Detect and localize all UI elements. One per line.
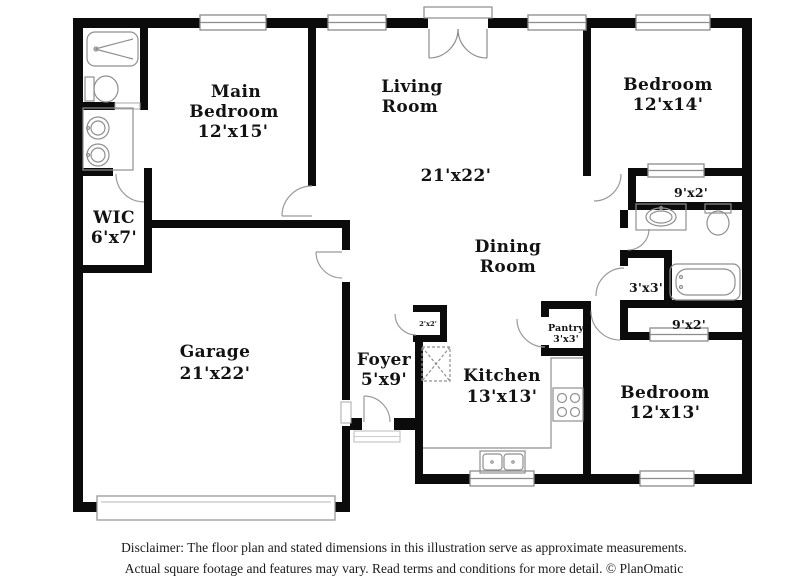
door-foyer-exterior — [364, 396, 390, 422]
label-closet-bottom-right: 9'x2' — [671, 317, 707, 332]
door-wic — [116, 174, 144, 202]
front-entry-door — [424, 7, 492, 58]
label-closet-linen: 3'x3' — [628, 280, 664, 295]
label-closet-top-right: 9'x2' — [673, 185, 709, 200]
kitchen-sink-fixture — [480, 451, 525, 473]
garage-door — [97, 496, 335, 520]
wall-bath2-north — [628, 202, 752, 210]
wall-bath-east — [140, 28, 148, 110]
wall-wic-north — [83, 168, 113, 176]
door-bedroom3 — [591, 311, 620, 340]
wall-main-bedroom-east — [308, 18, 316, 186]
window-main-bedroom — [200, 15, 266, 30]
label-kitchen-1: Kitchen — [463, 366, 541, 386]
label-foyer-dims: 5'x9' — [360, 370, 408, 390]
wall-linen-east — [664, 250, 672, 308]
wall-bath2-west — [620, 210, 628, 228]
room-labels — [91, 75, 713, 423]
wall-foyer-closet-south — [413, 335, 447, 342]
disclaimer-line-1: Disclaimer: The floor plan and stated dimensions in this illustration serve as approximate measurements. — [121, 540, 687, 555]
wall-bedroom2-west — [583, 18, 591, 176]
label-wic-dims: 6'x7' — [90, 228, 138, 248]
door-living-garage — [316, 252, 342, 278]
shower-fixture — [87, 32, 138, 66]
wall-garage-east-a — [342, 228, 350, 250]
wall-bedroom3-west — [583, 303, 591, 474]
disclaimer — [121, 540, 687, 576]
label-closet-foyer: 2'x2' — [419, 320, 437, 328]
door-foyer-closet — [395, 314, 416, 335]
wall-exterior-right — [742, 18, 752, 484]
disclaimer-line-2: Actual square footage and features may vary. Read terms and conditions for more detail. © PlanOmatic — [124, 561, 684, 576]
wall-garage-east-b — [342, 282, 350, 400]
door-pantry — [517, 319, 545, 347]
thresholds — [115, 103, 400, 442]
wall-exterior-bottom — [415, 474, 752, 484]
wall-foyer-south-left — [350, 418, 362, 430]
wall-linen-west — [620, 250, 628, 266]
label-dining-1: Dining — [474, 237, 542, 257]
window-bedroom3 — [640, 471, 694, 486]
wall-pantry-west-a — [541, 301, 549, 317]
label-living-room-dims: 21'x22' — [420, 166, 492, 186]
label-bedroom3-1: Bedroom — [620, 383, 710, 403]
wall-foyer-south-right — [394, 418, 415, 430]
label-kitchen-dims: 13'x13' — [466, 387, 538, 407]
wall-bedroom2-corner — [583, 168, 591, 176]
door-linen-closet — [596, 268, 624, 296]
label-main-bedroom-1: Main — [210, 82, 262, 102]
bathtub-fixture — [670, 264, 740, 300]
toilet-main-fixture — [85, 76, 118, 102]
label-wic-1: WIC — [93, 208, 135, 228]
door-bathroom2 — [628, 229, 649, 250]
label-pantry-1: Pantry — [547, 323, 585, 334]
label-living-room-2: Room — [381, 97, 439, 117]
refrigerator-fixture — [422, 347, 450, 381]
label-main-bedroom-dims: 12'x15' — [197, 122, 269, 142]
wall-kitchen-west — [415, 342, 423, 474]
window-living-right — [528, 15, 586, 30]
double-vanity-fixture — [83, 108, 133, 170]
label-foyer-1: Foyer — [356, 350, 412, 370]
sliding-door-closet1 — [648, 164, 704, 177]
wall-wic-south — [73, 265, 152, 273]
wall-garage-north — [144, 220, 350, 228]
window-bedroom2 — [636, 15, 710, 30]
label-dining-2: Room — [479, 257, 537, 277]
wall-bath2-south — [620, 300, 752, 308]
wall-foyer-closet-cap — [413, 305, 420, 312]
label-main-bedroom-2: Bedroom — [189, 102, 279, 122]
foyer-landing — [354, 431, 400, 442]
wall-bath-south — [83, 102, 115, 110]
label-living-room-1: Living — [381, 77, 443, 97]
label-bedroom2-1: Bedroom — [623, 75, 713, 95]
threshold-garage-foyer — [341, 402, 351, 423]
label-bedroom2-dims: 12'x14' — [632, 95, 704, 115]
label-garage-dims: 21'x22' — [179, 364, 251, 384]
label-bedroom3-dims: 12'x13' — [629, 403, 701, 423]
wall-hall-east — [620, 300, 628, 340]
wall-garage-east-c — [342, 426, 350, 512]
stove-fixture — [553, 388, 583, 421]
label-pantry-dims: 3'x3' — [553, 334, 579, 345]
window-living-left — [328, 15, 386, 30]
door-bedroom2 — [594, 174, 621, 201]
label-garage-1: Garage — [179, 342, 251, 362]
door-main-bedroom — [282, 186, 312, 216]
